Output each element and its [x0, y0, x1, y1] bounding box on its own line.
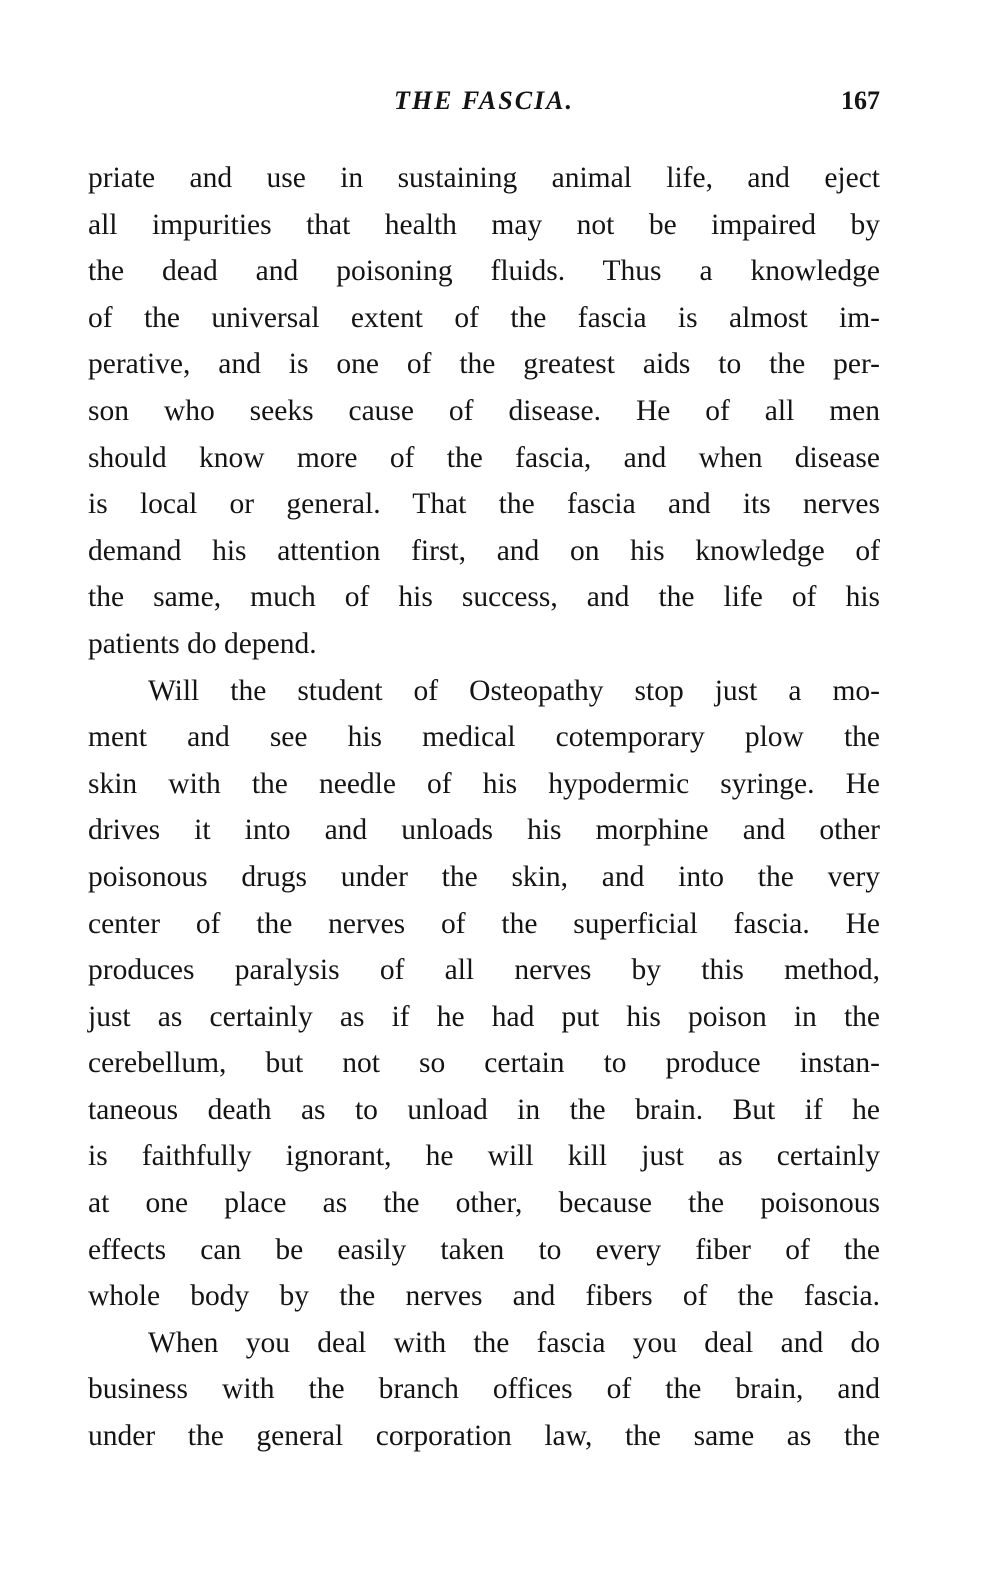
text-line: When you deal with the fascia you deal and do	[148, 1326, 880, 1359]
running-title: THE FASCIA.	[393, 86, 574, 115]
text-line: skin with the needle of his hypodermic syringe. He	[88, 767, 880, 800]
body-text	[88, 155, 880, 1460]
text-line: under the general corporation law, the same as the	[88, 1420, 880, 1453]
text-line: whole body by the nerves and fibers of the fascia.	[88, 1280, 880, 1313]
text-line: perative, and is one of the greatest aids to the per-	[88, 348, 880, 381]
page-number: 167	[841, 86, 880, 115]
text-line: is faithfully ignorant, he will kill just as certainly	[88, 1140, 880, 1173]
text-line: of the universal extent of the fascia is almost im-	[88, 301, 880, 334]
text-line: poisonous drugs under the skin, and into the very	[88, 860, 880, 893]
text-line: should know more of the fascia, and when disease	[88, 441, 880, 474]
text-line: is local or general. That the fascia and its nerves	[88, 488, 880, 521]
text-line: at one place as the other, because the poisonous	[88, 1187, 880, 1220]
text-line: son who seeks cause of disease. He of all men	[88, 394, 880, 427]
text-line: drives it into and unloads his morphine and other	[88, 814, 880, 847]
text-line: Will the student of Osteopathy stop just a mo-	[148, 674, 880, 707]
text-line: cerebellum, but not so certain to produce instan-	[88, 1047, 880, 1080]
text-line: taneous death as to unload in the brain. But if he	[88, 1093, 880, 1126]
text-line: patients do depend.	[88, 627, 317, 660]
text-line: effects can be easily taken to every fiber of the	[88, 1233, 880, 1266]
text-line: center of the nerves of the superficial fascia. He	[88, 907, 880, 940]
text-line: just as certainly as if he had put his poison in the	[88, 1000, 880, 1033]
text-line: priate and use in sustaining animal life, and eject	[88, 162, 880, 194]
text-line: all impurities that health may not be impaired by	[88, 208, 880, 241]
text-line: ment and see his medical cotemporary plow the	[88, 721, 880, 754]
running-header	[88, 86, 880, 126]
text-line: business with the branch offices of the brain, and	[88, 1373, 880, 1406]
text-line: produces paralysis of all nerves by this method,	[88, 954, 880, 987]
text-line: the dead and poisoning fluids. Thus a knowledge	[88, 255, 880, 288]
text-line: demand his attention first, and on his knowledge of	[88, 534, 880, 567]
text-line: the same, much of his success, and the life of his	[88, 581, 880, 614]
